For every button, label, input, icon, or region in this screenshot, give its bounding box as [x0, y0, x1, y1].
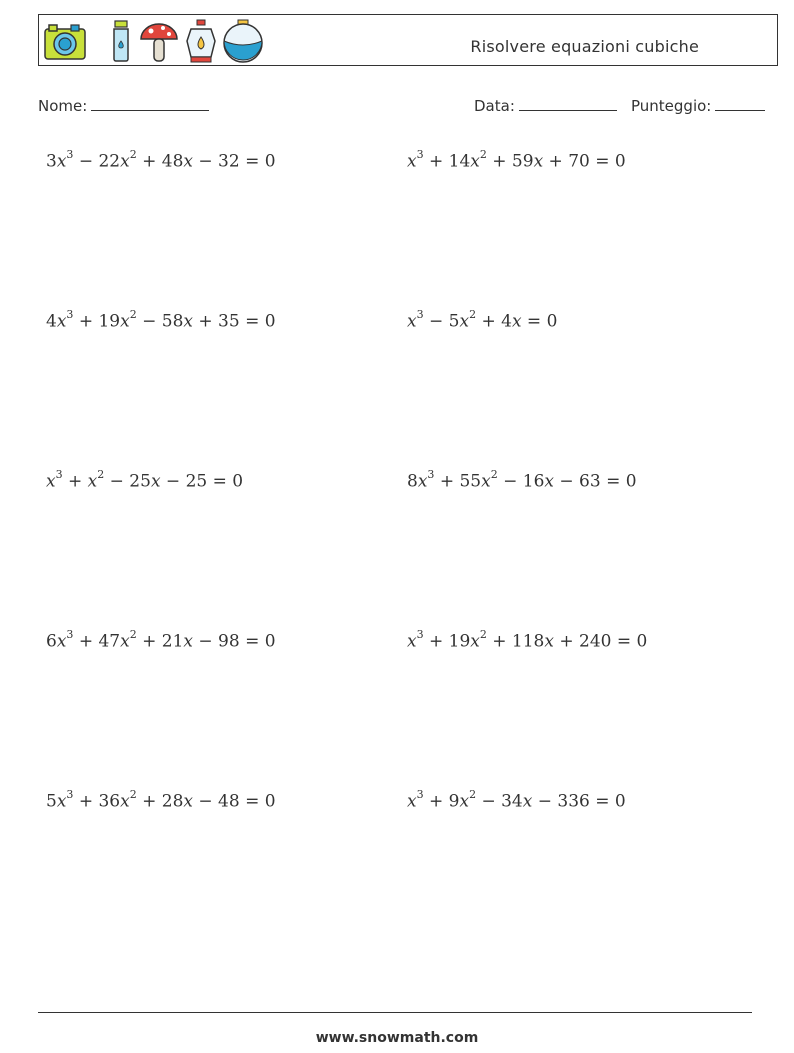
- equation-text: − 16: [497, 471, 545, 492]
- exponent: 3: [416, 788, 424, 801]
- equation-text: 6: [46, 631, 57, 652]
- name-label: Nome:: [38, 97, 88, 115]
- equation-text: − 22: [73, 151, 121, 172]
- exponent: 3: [427, 468, 435, 481]
- mushroom-icon: [135, 19, 183, 63]
- variable: x: [481, 471, 491, 492]
- name-blank[interactable]: [91, 96, 209, 111]
- variable: x: [544, 631, 554, 652]
- lantern-icon: [177, 19, 225, 63]
- equation-text: 8: [407, 471, 418, 492]
- exponent: 3: [66, 308, 74, 321]
- exponent: 3: [66, 628, 74, 641]
- equation-text: + 55: [434, 471, 482, 492]
- variable: x: [120, 631, 130, 652]
- camera-icon: [41, 19, 89, 63]
- worksheet-header: [38, 14, 778, 66]
- problem: [407, 310, 557, 332]
- equation-text: − 25 = 0: [160, 471, 244, 492]
- equation-text: + 19: [73, 311, 121, 332]
- equation-text: − 98 = 0: [192, 631, 276, 652]
- name-field: [38, 96, 209, 115]
- variable: x: [120, 791, 130, 812]
- equation-text: − 5: [423, 311, 460, 332]
- variable: x: [120, 311, 130, 332]
- variable: x: [407, 631, 417, 652]
- equation-text: + 70 = 0: [543, 151, 626, 172]
- variable: x: [511, 311, 522, 332]
- equation-text: − 336 = 0: [532, 791, 626, 812]
- footer-url: www.snowmath.com: [315, 1030, 479, 1046]
- problem: [46, 310, 276, 332]
- problem: [407, 630, 647, 652]
- equation-text: + 21: [136, 631, 184, 652]
- variable: x: [459, 311, 470, 332]
- variable: x: [417, 471, 428, 492]
- exponent: 2: [469, 308, 477, 321]
- equation-text: − 48 = 0: [192, 791, 276, 812]
- variable: x: [56, 311, 67, 332]
- date-field: [474, 96, 617, 115]
- variable: x: [183, 791, 193, 812]
- variable: x: [183, 151, 193, 172]
- equation-text: − 58: [136, 311, 184, 332]
- score-blank[interactable]: [715, 96, 765, 111]
- variable: x: [459, 791, 470, 812]
- variable: x: [56, 791, 67, 812]
- equation-text: + 240 = 0: [553, 631, 648, 652]
- exponent: 2: [479, 628, 487, 641]
- variable: x: [56, 151, 67, 172]
- variable: x: [407, 311, 417, 332]
- variable: x: [407, 151, 417, 172]
- equation-text: + 59: [486, 151, 534, 172]
- variable: x: [407, 791, 417, 812]
- variable: x: [56, 631, 67, 652]
- problem: [407, 470, 637, 492]
- score-label: Punteggio:: [631, 97, 712, 115]
- exponent: 2: [129, 788, 137, 801]
- problem: [46, 150, 276, 172]
- equation-text: + 9: [423, 791, 460, 812]
- equation-text: +: [62, 471, 88, 492]
- exponent: 2: [490, 468, 498, 481]
- equation-text: + 36: [73, 791, 121, 812]
- equation-text: − 25: [104, 471, 151, 492]
- problem: [46, 790, 276, 812]
- variable: x: [470, 151, 480, 172]
- equation-text: + 47: [73, 631, 121, 652]
- variable: x: [544, 471, 554, 492]
- equation-text: + 19: [423, 631, 471, 652]
- exponent: 3: [66, 788, 74, 801]
- score-field: [631, 96, 765, 115]
- problem: [407, 790, 626, 812]
- worksheet-title: Risolvere equazioni cubiche: [470, 37, 699, 56]
- exponent: 3: [416, 148, 424, 161]
- exponent: 3: [55, 468, 63, 481]
- equation-text: + 48: [136, 151, 184, 172]
- variable: x: [533, 151, 544, 172]
- equation-text: + 118: [486, 631, 545, 652]
- equation-text: 5: [46, 791, 57, 812]
- bucket-icon: [219, 19, 267, 63]
- equation-text: − 63 = 0: [553, 471, 637, 492]
- equation-text: + 4: [476, 311, 512, 332]
- exponent: 3: [66, 148, 74, 161]
- exponent: 2: [469, 788, 477, 801]
- variable: x: [46, 471, 56, 492]
- variable: x: [183, 311, 193, 332]
- exponent: 2: [129, 148, 137, 161]
- variable: x: [120, 151, 130, 172]
- equation-text: 3: [46, 151, 57, 172]
- variable: x: [183, 631, 193, 652]
- exponent: 3: [416, 628, 424, 641]
- equation-text: − 34: [476, 791, 523, 812]
- problem: [46, 470, 243, 492]
- problem: [46, 630, 276, 652]
- problem: [407, 150, 626, 172]
- equation-text: = 0: [521, 311, 558, 332]
- date-blank[interactable]: [519, 96, 617, 111]
- variable: x: [470, 631, 480, 652]
- equation-text: + 14: [423, 151, 471, 172]
- equation-text: + 35 = 0: [192, 311, 276, 332]
- variable: x: [87, 471, 98, 492]
- equation-text: − 32 = 0: [192, 151, 276, 172]
- variable: x: [522, 791, 533, 812]
- date-label: Data:: [474, 97, 515, 115]
- equation-text: + 28: [136, 791, 184, 812]
- exponent: 3: [416, 308, 424, 321]
- exponent: 2: [97, 468, 105, 481]
- equation-text: 4: [46, 311, 57, 332]
- exponent: 2: [129, 628, 137, 641]
- exponent: 2: [129, 308, 137, 321]
- variable: x: [150, 471, 161, 492]
- exponent: 2: [479, 148, 487, 161]
- footer-divider: [38, 1012, 752, 1013]
